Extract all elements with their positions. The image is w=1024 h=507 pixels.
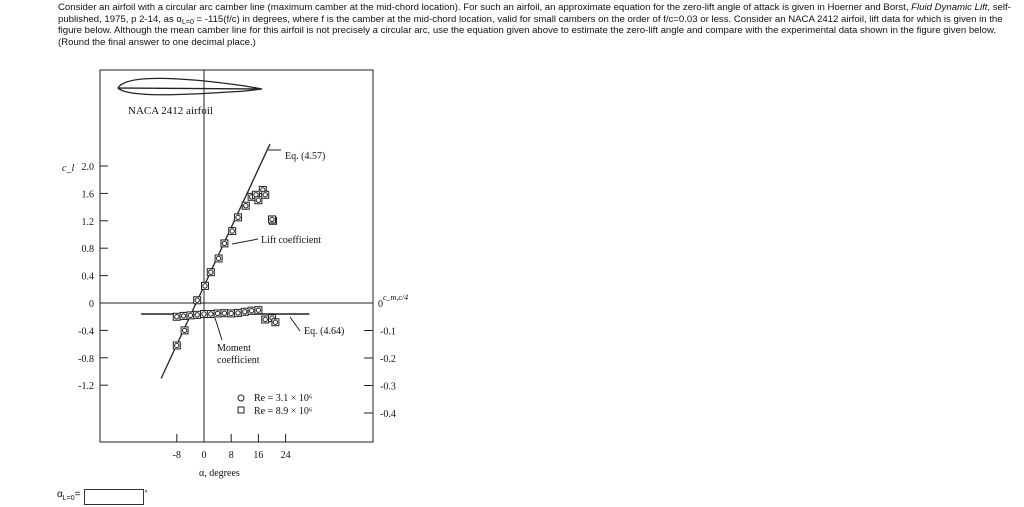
y-tick-label: 0 — [89, 299, 94, 310]
y-tick-label: 2.0 — [81, 162, 94, 173]
chart-title: NACA 2412 airfoil — [128, 105, 213, 117]
alpha-subscript: L=0 — [181, 18, 194, 26]
eq464-label: Eq. (4.64) — [304, 326, 345, 337]
lift-leader — [232, 239, 258, 244]
lift-label: Lift coefficient — [261, 235, 322, 246]
y-tick-label: -0.8 — [78, 353, 94, 365]
y-tick-label: 1.6 — [81, 189, 94, 201]
moment-label-2: coefficient — [217, 355, 260, 366]
answer-label-sub: L=0 — [62, 495, 75, 502]
y-tick-label: 0.8 — [81, 244, 94, 256]
x-tick-label: 16 — [253, 450, 264, 461]
airfoil-shape — [118, 78, 262, 94]
plot-frame — [100, 70, 373, 442]
right-tick-label: -0.4 — [380, 409, 396, 420]
x-tick-label: 24 — [280, 450, 291, 461]
right-tick-label: -0.3 — [380, 381, 396, 393]
legend-square-icon — [238, 407, 244, 413]
right-tick-label: 0 — [378, 299, 383, 310]
y-tick-label: 0.4 — [81, 271, 94, 283]
question-part: = -115(f/c) in degrees, where f is the camber at the mid-chord location, valid for small cambers on the order of f/c=0.03 or less. Consider an NACA 2412 airfoil, lift data for which is given in the figure below. Although the mean camber line for this airfoil is not precisely a circular arc, use the equation given above to estimate the zero-lift angle and compare with the experimental data shown in the figure given below. (Round the final answer to one decimal place.) — [58, 13, 1003, 48]
right-tick-label: -0.2 — [380, 354, 396, 365]
answer-label: α — [57, 489, 63, 500]
alpha-symbol: α — [176, 13, 182, 25]
legend-entry: Re = 8.9 × 10⁶ — [254, 406, 313, 417]
book-title: Fluid Dynamic Lift — [911, 2, 988, 13]
right-axis-label: c_m,c/4 — [383, 293, 409, 302]
answer-row — [57, 489, 148, 505]
x-axis-label: α, degrees — [199, 468, 240, 479]
y-tick-label: -1.2 — [78, 381, 94, 393]
x-tick-label: 0 — [201, 450, 207, 461]
right-tick-label: -0.1 — [380, 326, 396, 338]
x-tick-label: 8 — [228, 450, 234, 461]
question-part: , self-published, 1975, p 2-14, as — [58, 2, 1011, 25]
answer-equals: = — [74, 489, 81, 500]
y-tick-label: 1.2 — [81, 216, 94, 228]
legend-circle-icon — [238, 395, 244, 401]
eq464-leader — [290, 317, 300, 331]
y-tick-label: -0.4 — [78, 326, 94, 338]
moment-label: Moment — [217, 343, 251, 354]
alpha-zero-lift-input[interactable] — [84, 489, 144, 505]
degree-unit: ° — [144, 489, 148, 498]
y-axis-label: c_l — [62, 163, 75, 174]
x-tick-label: -8 — [172, 450, 181, 461]
legend-entry: Re = 3.1 × 10⁶ — [254, 393, 313, 404]
eq457-label: Eq. (4.57) — [285, 151, 326, 162]
moment-leader — [215, 318, 222, 340]
question-part: Consider an airfoil with a circular arc camber line (maximum camber at the mid-chord location). For such an airfoil, an approximate equation for the zero-lift angle of attack is given in Hoerner and Borst, — [58, 2, 912, 13]
